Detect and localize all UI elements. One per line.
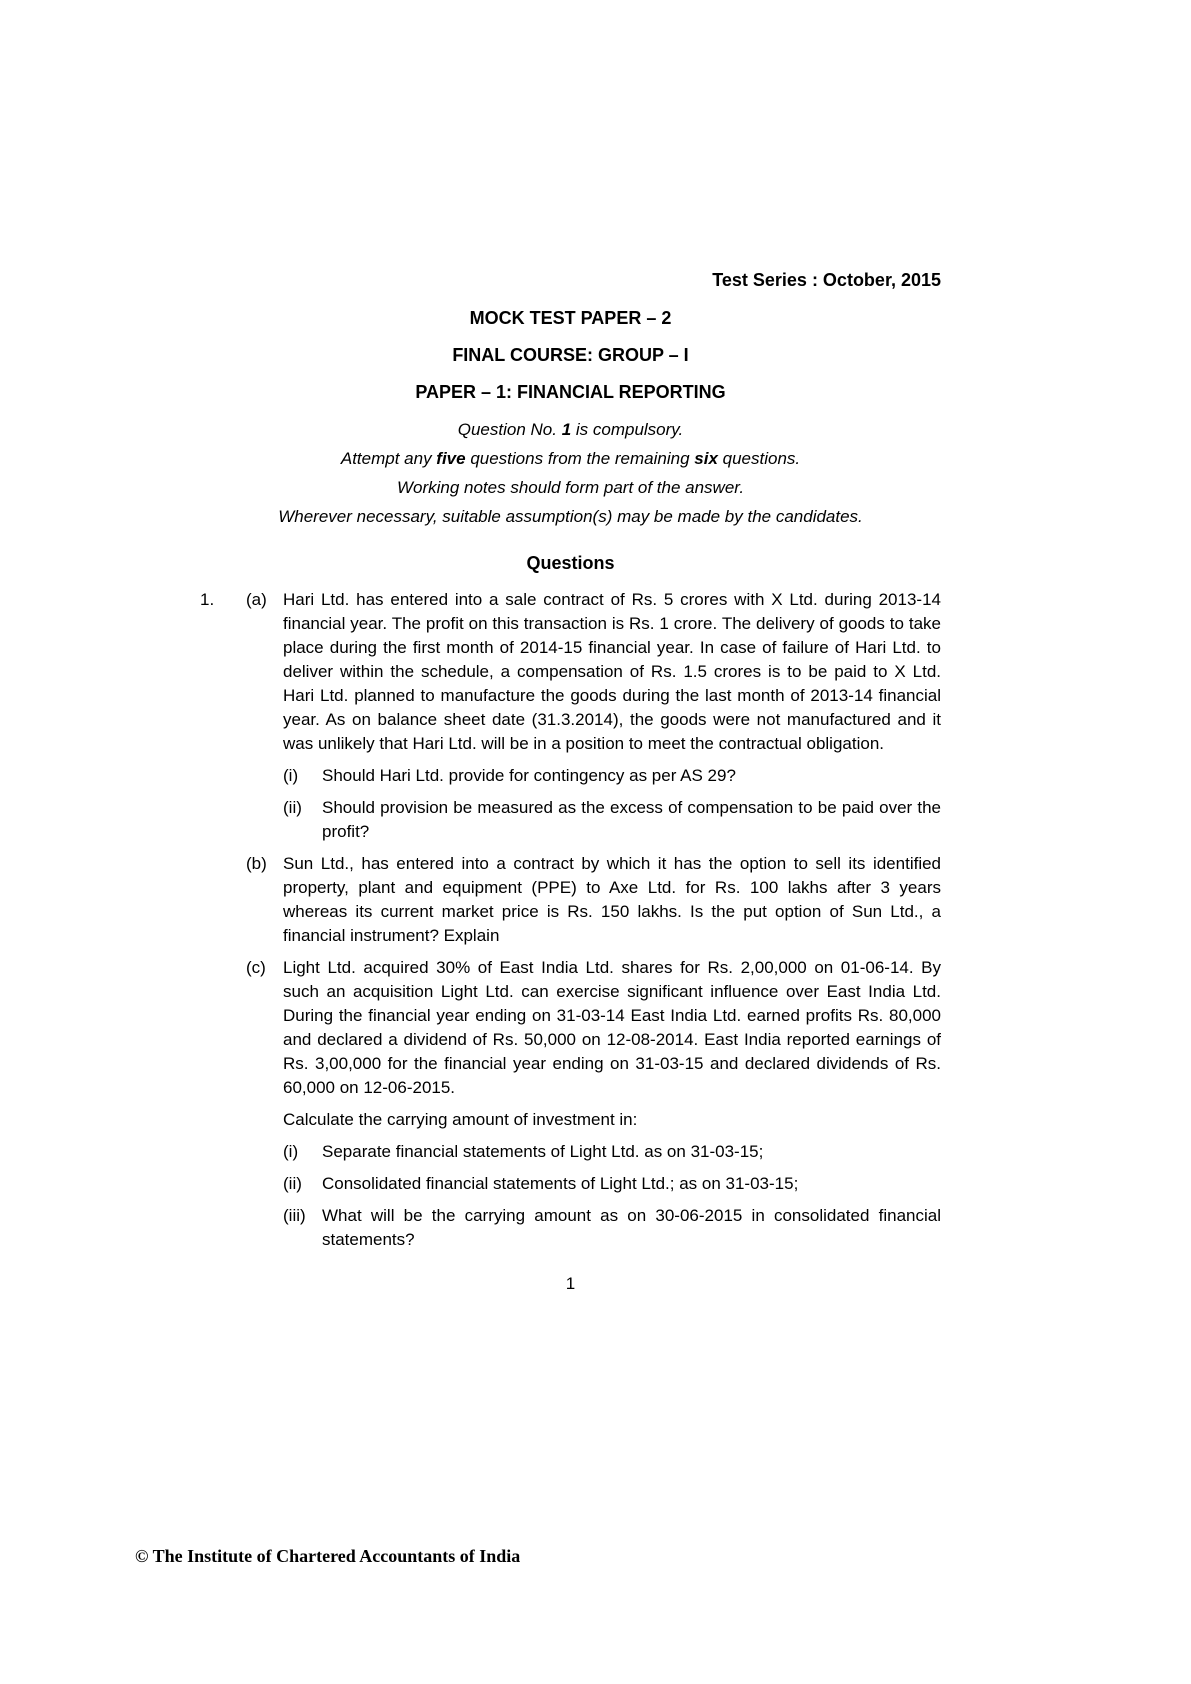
title-mock-test-paper: MOCK TEST PAPER – 2 xyxy=(469,308,672,328)
question-1-number: 1. xyxy=(200,590,215,609)
part-a-label: (a) xyxy=(246,590,267,609)
title-final-course: FINAL COURSE: GROUP – I xyxy=(452,345,689,365)
part-a-subitem-i-text: Should Hari Ltd. provide for contingency as per AS 29? xyxy=(322,766,736,785)
instruction-compulsory-text-2: is compulsory. xyxy=(571,420,684,439)
instruction-compulsory-bold: 1 xyxy=(561,420,572,439)
part-c-subitem-iii-text: What will be the carrying amount as on 30-06-2015 in consolidated financial statements? xyxy=(322,1206,941,1249)
instruction-working-notes: Working notes should form part of the answer. xyxy=(396,478,745,497)
instruction-attempt-bold-2: six xyxy=(694,449,718,468)
part-c-subitem-i-text: Separate financial statements of Light Ltd. as on 31-03-15; xyxy=(322,1142,764,1161)
page-number: 1 xyxy=(565,1274,576,1293)
part-c-subitem-ii xyxy=(283,1172,941,1196)
copyright-footer: © The Institute of Chartered Accountants of India xyxy=(135,1546,521,1566)
part-a-subitem-ii-text: Should provision be measured as the excess of compensation to be paid over the profit? xyxy=(322,798,941,841)
questions-section-heading: Questions xyxy=(526,553,615,573)
instruction-attempt-bold-1: five xyxy=(436,449,466,468)
instruction-attempt xyxy=(200,448,941,469)
part-a-subitem-i-label: (i) xyxy=(283,766,299,785)
part-a-paragraph: Hari Ltd. has entered into a sale contract of Rs. 5 crores with X Ltd. during 2013-14 financial year. The profit on this transaction is Rs. 1 crore. The delivery of goods to take place during the first month of 2014-15 financial year. In case of failure of Hari Ltd. to deliver within the schedule, a compensation of Rs. 1.5 crores is to be paid to X Ltd. Hari Ltd. planned to manufacture the goods during the last month of 2013-14 financial year. As on balance sheet date (31.3.2014), the goods were not manufactured and it was unlikely that Hari Ltd. will be in a position to meet the contractual obligation. xyxy=(283,590,941,753)
instruction-compulsory xyxy=(200,419,941,440)
title-paper-subject: PAPER – 1: FINANCIAL REPORTING xyxy=(415,382,726,402)
part-c-body xyxy=(283,956,941,1260)
part-c-followup: Calculate the carrying amount of investment in: xyxy=(283,1110,638,1129)
part-b-label: (b) xyxy=(246,854,267,873)
instruction-attempt-text-2: questions from the remaining xyxy=(465,449,695,468)
instruction-assumptions: Wherever necessary, suitable assumption(s) may be made by the candidates. xyxy=(278,507,863,526)
part-c-subitem-ii-label: (ii) xyxy=(283,1174,302,1193)
instruction-compulsory-text-1: Question No. xyxy=(457,420,562,439)
part-c-subitem-i xyxy=(283,1140,941,1164)
part-c-label: (c) xyxy=(246,958,266,977)
part-b-paragraph: Sun Ltd., has entered into a contract by which it has the option to sell its identified property, plant and equipment (PPE) to Axe Ltd. for Rs. 100 lakhs after 3 years whereas its current market price is Rs. 150 lakhs. Is the put option of Sun Ltd., a financial instrument? Explain xyxy=(283,854,941,945)
part-a-subitem-ii xyxy=(283,796,941,844)
part-c-subitem-iii xyxy=(283,1204,941,1252)
instruction-attempt-text-1: Attempt any xyxy=(340,449,437,468)
part-c-paragraph: Light Ltd. acquired 30% of East India Ltd. shares for Rs. 2,00,000 on 01-06-14. By such an acquisition Light Ltd. can exercise significant influence over East India Ltd. During the financial year ending on 31-03-14 East India Ltd. earned profits Rs. 80,000 and declared a dividend of Rs. 50,000 on 12-08-2014. East India reported earnings of Rs. 3,00,000 for the financial year ending on 31-03-15 and declared dividends of Rs. 60,000 on 12-06-2015. xyxy=(283,958,941,1097)
part-c-subitem-ii-text: Consolidated financial statements of Light Ltd.; as on 31-03-15; xyxy=(322,1174,799,1193)
part-a-subitem-i xyxy=(283,764,941,788)
part-c-subitem-iii-label: (iii) xyxy=(283,1206,306,1225)
part-c-subitem-i-label: (i) xyxy=(283,1142,299,1161)
part-b-body xyxy=(283,852,941,956)
part-a-body xyxy=(283,588,941,852)
test-series-header: Test Series : October, 2015 xyxy=(712,270,941,290)
question-1-part-a-row xyxy=(200,588,941,852)
page-content xyxy=(200,270,941,1296)
instruction-attempt-text-3: questions. xyxy=(717,449,801,468)
question-1-part-c-row xyxy=(200,956,941,1260)
question-1-part-b-row xyxy=(200,852,941,956)
part-a-subitem-ii-label: (ii) xyxy=(283,798,302,817)
